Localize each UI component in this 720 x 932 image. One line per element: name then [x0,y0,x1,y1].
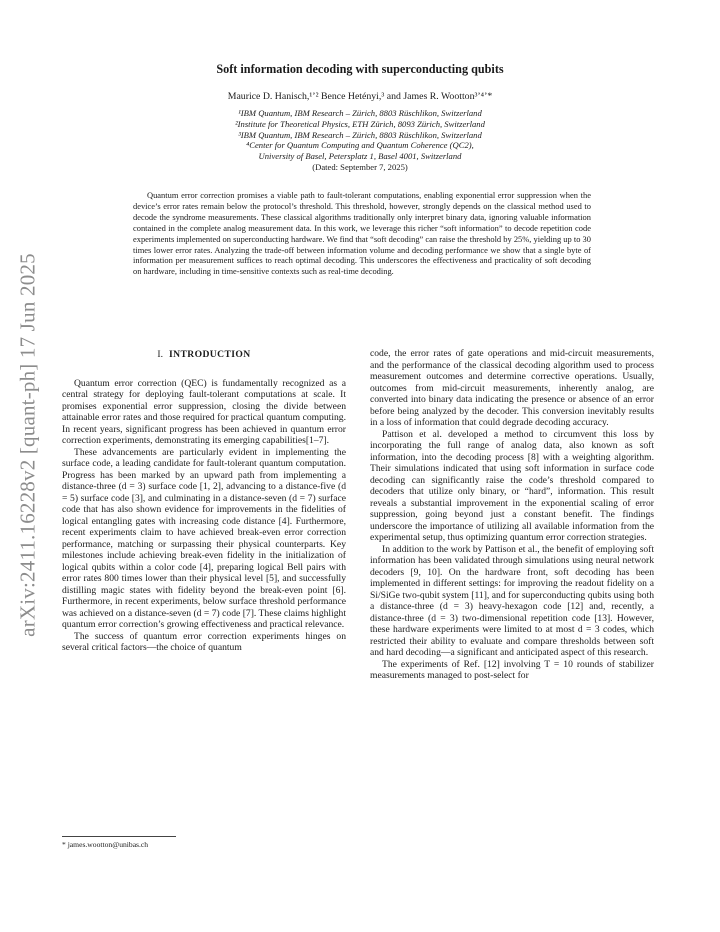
paragraph: In addition to the work by Pattison et al., the benefit of employing soft information has been validated through simulations using neural network decoders [9, 10]. On the hardware front, soft decoding has been implemented in different settings: for improving the readout fidelity on a Si/SiGe two-qubit system [11], and for superconducting qubits using both a distance-three (d = 3) heavy-hexagon code [12] and, recently, a distance-three (d = 3) two-dimensional repetition code [13]. However, these hardware experiments were limited to at most d = 3 codes, which restricted their ability to evaluate and compare thresholds between soft and hard decoding—a significant and anticipated aspect of this research. [370,543,654,658]
paragraph: These advancements are particularly evident in implementing the surface code, a leading candidate for fault-tolerant quantum computation. Progress has been marked by an upward path from implementing a distance-three (d = 3) surface code [1, 2], advancing to a distance-five (d = 5) surface code [3], and culminating in a distance-seven (d = 7) surface code that has also shown evidence for improvements in the fidelities of logical entangling gates with increasing code distance [4]. Furthermore, recent experiments claim to have achieved break-even error correction performance, matching or surpassing their physical counterparts. Key milestones include achieving break-even fidelity in the initialization of logical qubits within a color code [4], preparing logical Bell pairs with error rates 800 times lower than their physical level [5], and successfully distilling magic states with fidelity beyond the break-even point [6]. Furthermore, in recent experiments, below surface threshold performance was achieved on a distance-seven (d = 7) code [7]. These claims highlight quantum error correction’s growing effectiveness and practical relevance. [62,446,346,630]
abstract: Quantum error correction promises a viable path to fault-tolerant computations, enabling exponential error suppression when the device’s error rates remain below the protocol’s threshold. This threshold, however, strongly depends on the classical method used to decode the syndrome measurements. These classical algorithms traditionally only interpret binary data, ignoring valuable information contained in the complete analog measurement data. In this work, we leverage this richer “soft information” to decode repetition code experiments implemented on superconducting hardware. We find that “soft decoding” can raise the threshold by 25%, yielding up to 30 times lower error rates. Analyzing the trade-off between information volume and decoding performance we show that a single byte of information per measurement suffices to reach optimal decoding. This underscores the effectiveness and practicality of soft decoding on hardware, including in time-sensitive contexts such as real-time decoding. [133,190,591,277]
affiliation-4: ⁴Center for Quantum Computing and Quantum Coherence (QC2), [246,140,474,151]
paragraph: code, the error rates of gate operations and mid-circuit measurements, and the performance of the classical decoding algorithm used to process measurement outcomes and determine corrective operations. Usually, outcomes from mid-circuit measurements, inherently analog, are converted into binary data indicating the presence or absence of an error before being analyzed by the decoder. This conversion inevitably results in a loss of information that could degrade decoding accuracy. [370,348,654,428]
affiliation-4-address: University of Basel, Petersplatz 1, Basel 4001, Switzerland [258,151,462,162]
paragraph: Quantum error correction (QEC) is fundamentally recognized as a central strategy for deploying fault-tolerant computations at scale. It promises exponential error suppression, closing the divide between attainable error rates and those required for practical quantum computing. In recent years, significant progress has been achieved in quantum error correction experiments, demonstrating its emerging capabilities[1–7]. [62,377,346,446]
affiliation-1: ¹IBM Quantum, IBM Research – Zürich, 8803 Rüschlikon, Switzerland [238,108,482,118]
affiliations [80,108,640,173]
arxiv-sidebar-stamp [8,225,48,665]
section-title: INTRODUCTION [169,349,251,360]
arxiv-identifier: arXiv:2411.16228v2 [quant-ph] 17 Jun 2025 [15,253,40,637]
footnote-email: * james.wootton@unibas.ch [62,840,149,849]
footnote-rule [62,836,176,837]
paragraph: The experiments of Ref. [12] involving T = 10 rounds of stabilizer measurements managed to post-select for [370,658,654,681]
paragraph: The success of quantum error correction experiments hinges on several critical factors—the choice of quantum [62,630,346,653]
section-number: I. [157,349,164,360]
author-list: Maurice D. Hanisch,¹ʼ² Bence Hetényi,³ and James R. Wootton³ʼ⁴ʼ* [227,91,493,102]
paragraph: Pattison et al. developed a method to circumvent this loss by incorporating the full range of analog data, also known as soft information, into the decoding process [8] with a weighting algorithm. Their simulations indicated that using soft information in surface code decoding can significantly raise the code’s threshold compared to decoders that utilize only binary, or “hard”, information. This result reveals a substantial improvement in the exponential scaling of error suppression, going beyond just a constant benefit. The findings underscore the importance of utilizing all available information from the experimental setup, thus optimizing quantum error correction strategies. [370,428,654,543]
paper-title: Soft information decoding with superconducting qubits [216,62,504,76]
section-heading [62,349,346,361]
dated-line: (Dated: September 7, 2025) [312,161,408,172]
affiliation-3: ³IBM Quantum, IBM Research – Zürich, 8803 Rüschlikon, Switzerland [238,129,482,140]
left-column [62,347,346,654]
right-column [370,348,654,682]
affiliation-2: ²Institute for Theoretical Physics, ETH Zürich, 8093 Zürich, Switzerland [235,118,485,129]
